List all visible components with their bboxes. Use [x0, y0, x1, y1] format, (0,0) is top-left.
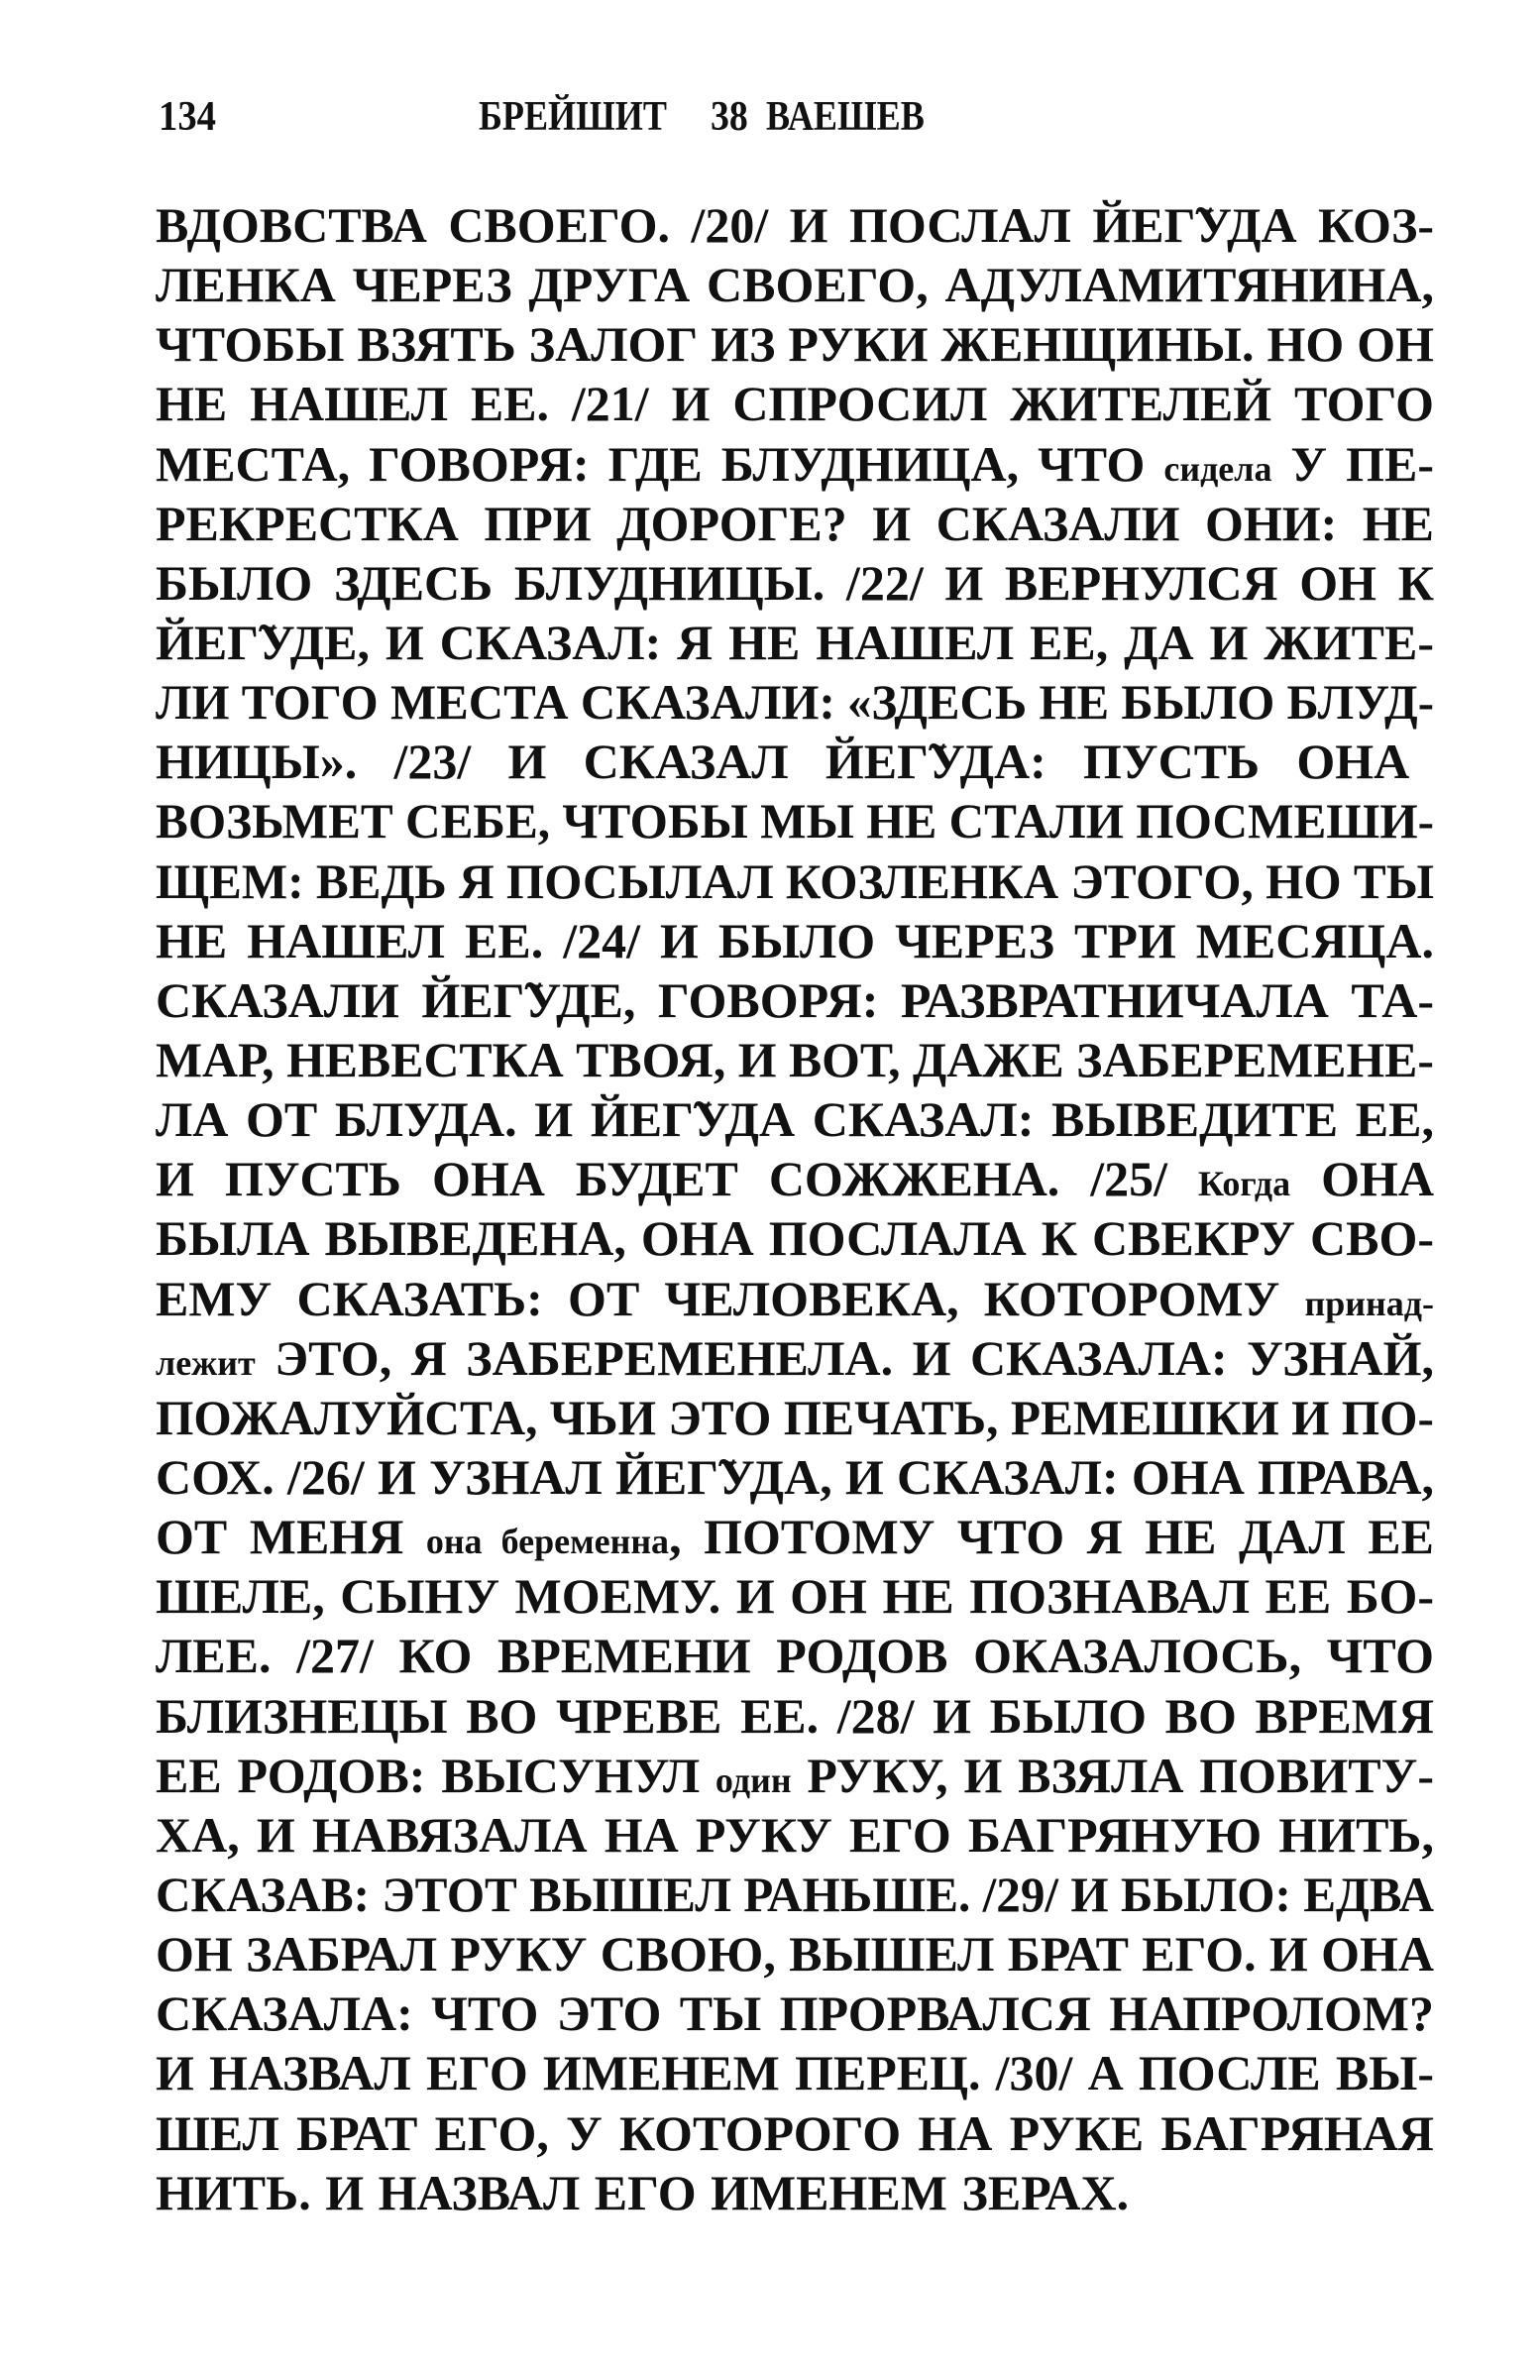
- lowercase-insert: она беременна: [425, 1522, 670, 1562]
- text-line: [156, 494, 1434, 553]
- running-header: [156, 93, 1434, 141]
- text-segment: ПОЖАЛУЙСТА, ЧЬИ ЭТО ПЕЧАТЬ, РЕМЕШКИ И ПО-: [156, 1389, 1434, 1445]
- text-segment: ЛА ОТ БЛУДА. И ЙЕГ̃УДА СКАЗАЛ: ВЫВЕДИТЕ ЕЕ,: [156, 1091, 1434, 1148]
- text-line-content: [156, 1149, 1434, 1213]
- text-line-content: [156, 1328, 1434, 1393]
- text-segment: ЩЕМ: ВЕДЬ Я ПОСЫЛАЛ КОЗЛЕНКА ЭТОГО, НО ТЫ: [156, 852, 1434, 909]
- text-line: [156, 255, 1434, 314]
- text-line-content: [156, 374, 1434, 433]
- text-line: [156, 2103, 1434, 2163]
- text-line-content: [156, 1746, 1434, 1810]
- text-line-content: [156, 911, 1434, 970]
- text-line: [156, 195, 1434, 255]
- text-segment: СКАЗАЛИ ЙЕГ̃УДЕ, ГОВОРЯ: РАЗВРАТНИЧАЛА ТА-: [156, 971, 1434, 1028]
- text-segment: БЫЛО ЗДЕСЬ БЛУДНИЦЫ. /22/ И ВЕРНУЛСЯ ОН К: [156, 554, 1434, 611]
- text-line: [156, 1805, 1434, 1865]
- text-segment: НЕ НАШЕЛ ЕЕ. /24/ И БЫЛО ЧЕРЕЗ ТРИ МЕСЯЦА.: [156, 912, 1434, 968]
- lowercase-insert: лежит: [156, 1342, 256, 1383]
- text-segment: ЛЕЕ. /27/ КО ВРЕМЕНИ РОДОВ ОКАЗАЛОСЬ, ЧТО: [156, 1628, 1434, 1684]
- text-line-content: [156, 970, 1434, 1030]
- text-line-content: [156, 255, 1434, 314]
- text-line-content: [156, 851, 1434, 911]
- text-segment: РЕКРЕСТКА ПРИ ДОРОГЕ? И СКАЗАЛИ ОНИ: НЕ: [156, 495, 1434, 551]
- text-segment: НЕ НАШЕЛ ЕЕ. /21/ И СПРОСИЛ ЖИТЕЛЕЙ ТОГО: [156, 376, 1434, 432]
- text-line: [156, 1507, 1434, 1566]
- text-segment: , ПОТОМУ ЧТО Я НЕ ДАЛ ЕЕ: [669, 1509, 1434, 1565]
- text-line-content: [156, 2103, 1434, 2163]
- text-segment: СКАЗАЛА: ЧТО ЭТО ТЫ ПРОРВАЛСЯ НАПРОЛОМ?: [156, 1985, 1434, 2042]
- text-line: [156, 1447, 1434, 1507]
- text-line: [156, 434, 1434, 494]
- text-line-content: [156, 2163, 1129, 2222]
- text-line: [156, 1566, 1434, 1626]
- text-line: [156, 1328, 1434, 1388]
- text-line-content: [156, 553, 1434, 613]
- text-line: [156, 1208, 1434, 1268]
- text-segment: НИТЬ. И НАЗВАЛ ЕГО ИМЕНЕМ ЗЕРАХ.: [156, 2164, 1130, 2220]
- text-line-content: [156, 1089, 1434, 1149]
- text-line-content: [156, 1208, 1434, 1268]
- text-line-content: [156, 791, 1434, 850]
- text-line-content: [156, 1983, 1434, 2043]
- text-line-content: [156, 1865, 1434, 1924]
- text-line: [156, 1686, 1434, 1746]
- text-line: [156, 2043, 1434, 2102]
- text-segment: МАР, НЕВЕСТКА ТВОЯ, И ВОТ, ДАЖЕ ЗАБЕРЕМЕНЕ-: [156, 1031, 1434, 1087]
- text-line: [156, 1924, 1434, 1983]
- text-segment: ОН ЗАБРАЛ РУКУ СВОЮ, ВЫШЕЛ БРАТ ЕГО. И ОНА: [156, 1926, 1434, 1983]
- text-segment: НИЦЫ». /23/ И СКАЗАЛ ЙЕГ̃УДА: ПУСТЬ ОНА: [156, 734, 1410, 790]
- text-segment: БЫЛА ВЫВЕДЕНА, ОНА ПОСЛАЛА К СВЕКРУ СВО-: [156, 1210, 1434, 1267]
- text-line-content: [156, 1447, 1434, 1507]
- text-line: [156, 732, 1434, 791]
- text-segment: РУКУ, И ВЗЯЛА ПОВИТУ-: [791, 1747, 1434, 1803]
- text-segment: ЕЕ РОДОВ: ВЫСУНУЛ: [156, 1747, 715, 1803]
- text-segment: ВДОВСТВА СВОЕГО. /20/ И ПОСЛАЛ ЙЕГ̃УДА КОЗ-: [156, 197, 1434, 253]
- text-line: [156, 970, 1434, 1030]
- text-segment: И ПУСТЬ ОНА БУДЕТ СОЖЖЕНА. /25/: [156, 1151, 1199, 1207]
- text-segment: БЛИЗНЕЦЫ ВО ЧРЕВЕ ЕЕ. /28/ И БЫЛО ВО ВРЕМЯ: [156, 1687, 1434, 1744]
- text-segment: ШЕЛ БРАТ ЕГО, У КОТОРОГО НА РУКЕ БАГРЯНАЯ: [156, 2104, 1434, 2161]
- lowercase-insert: сидела: [1163, 448, 1272, 489]
- text-line: [156, 2163, 1434, 2222]
- text-line: [156, 1269, 1434, 1328]
- text-line: [156, 911, 1434, 970]
- text-segment: СОХ. /26/ И УЗНАЛ ЙЕГ̃УДА, И СКАЗАЛ: ОНА ПРАВА,: [156, 1448, 1434, 1505]
- chapter-number: 38: [711, 94, 748, 140]
- text-line-content: [156, 1805, 1434, 1865]
- text-segment: ЧТОБЫ ВЗЯТЬ ЗАЛОГ ИЗ РУКИ ЖЕНЩИНЫ. НО ОН: [156, 316, 1434, 373]
- text-line-content: [156, 1507, 1434, 1571]
- text-line: [156, 1149, 1434, 1208]
- text-segment: ЛИ ТОГО МЕСТА СКАЗАЛИ: «ЗДЕСЬ НЕ БЫЛО БЛУД-: [156, 674, 1434, 731]
- text-line-content: [156, 1388, 1434, 1447]
- text-segment: ЛЕНКА ЧЕРЕЗ ДРУГА СВОЕГО, АДУЛАМИТЯНИНА,: [156, 257, 1434, 313]
- text-line: [156, 1626, 1434, 1685]
- text-line: [156, 1983, 1434, 2043]
- text-segment: ОТ МЕНЯ: [156, 1509, 426, 1565]
- lowercase-insert: принад-: [1304, 1283, 1434, 1323]
- text-line: [156, 851, 1434, 911]
- text-line-content: [156, 672, 1434, 732]
- text-line-content: [156, 1566, 1434, 1626]
- text-segment: ОНА: [1290, 1151, 1434, 1207]
- text-line-content: [156, 732, 1409, 791]
- lowercase-insert: один: [715, 1759, 792, 1800]
- page-number: 134: [159, 94, 216, 140]
- text-line: [156, 374, 1434, 433]
- text-line-content: [156, 1924, 1434, 1983]
- text-line: [156, 1865, 1434, 1924]
- text-line-content: [156, 1686, 1434, 1746]
- text-segment: ШЕЛЕ, СЫНУ МОЕМУ. И ОН НЕ ПОЗНАВАЛ ЕЕ БО-: [156, 1568, 1434, 1625]
- text-line: [156, 672, 1434, 732]
- text-line-content: [156, 195, 1434, 255]
- text-segment: И НАЗВАЛ ЕГО ИМЕНЕМ ПЕРЕЦ. /30/ А ПОСЛЕ ВЫ-: [156, 2045, 1434, 2101]
- text-segment: ХА, И НАВЯЗАЛА НА РУКУ ЕГО БАГРЯНУЮ НИТЬ,: [156, 1806, 1434, 1863]
- text-segment: МЕСТА, ГОВОРЯ: ГДЕ БЛУДНИЦА, ЧТО: [156, 435, 1164, 492]
- text-line: [156, 314, 1434, 374]
- text-segment: СКАЗАВ: ЭТОТ ВЫШЕЛ РАНЬШЕ. /29/ И БЫЛО: ЕДВА: [156, 1866, 1434, 1922]
- text-line: [156, 1388, 1434, 1447]
- text-line-content: [156, 613, 1434, 672]
- text-line-content: [156, 2043, 1434, 2102]
- text-line: [156, 1089, 1434, 1149]
- lowercase-insert: Когда: [1198, 1164, 1291, 1204]
- text-line: [156, 553, 1434, 613]
- text-line-content: [156, 434, 1434, 499]
- book-title: БРЕЙШИТ: [479, 94, 667, 140]
- text-line-content: [156, 1030, 1434, 1089]
- text-segment: У ПЕ-: [1271, 435, 1434, 492]
- body-text: [156, 195, 1434, 2222]
- text-line: [156, 791, 1434, 850]
- parasha-title: ВАЕШЕВ: [766, 94, 925, 140]
- text-line: [156, 1030, 1434, 1089]
- text-line-content: [156, 314, 1434, 374]
- text-line-content: [156, 494, 1434, 553]
- text-segment: ВОЗЬМЕТ СЕБЕ, ЧТОБЫ МЫ НЕ СТАЛИ ПОСМЕШИ-: [156, 793, 1434, 850]
- text-segment: ЭТО, Я ЗАБЕРЕМЕНЕЛА. И СКАЗАЛА: УЗНАЙ,: [255, 1329, 1434, 1386]
- text-line-content: [156, 1269, 1434, 1333]
- text-line: [156, 1746, 1434, 1805]
- text-line: [156, 613, 1434, 672]
- text-line-content: [156, 1626, 1434, 1685]
- text-segment: ЙЕГ̃УДЕ, И СКАЗАЛ: Я НЕ НАШЕЛ ЕЕ, ДА И ЖИТЕ-: [156, 614, 1434, 670]
- text-segment: ЕМУ СКАЗАТЬ: ОТ ЧЕЛОВЕКА, КОТОРОМУ: [156, 1270, 1305, 1326]
